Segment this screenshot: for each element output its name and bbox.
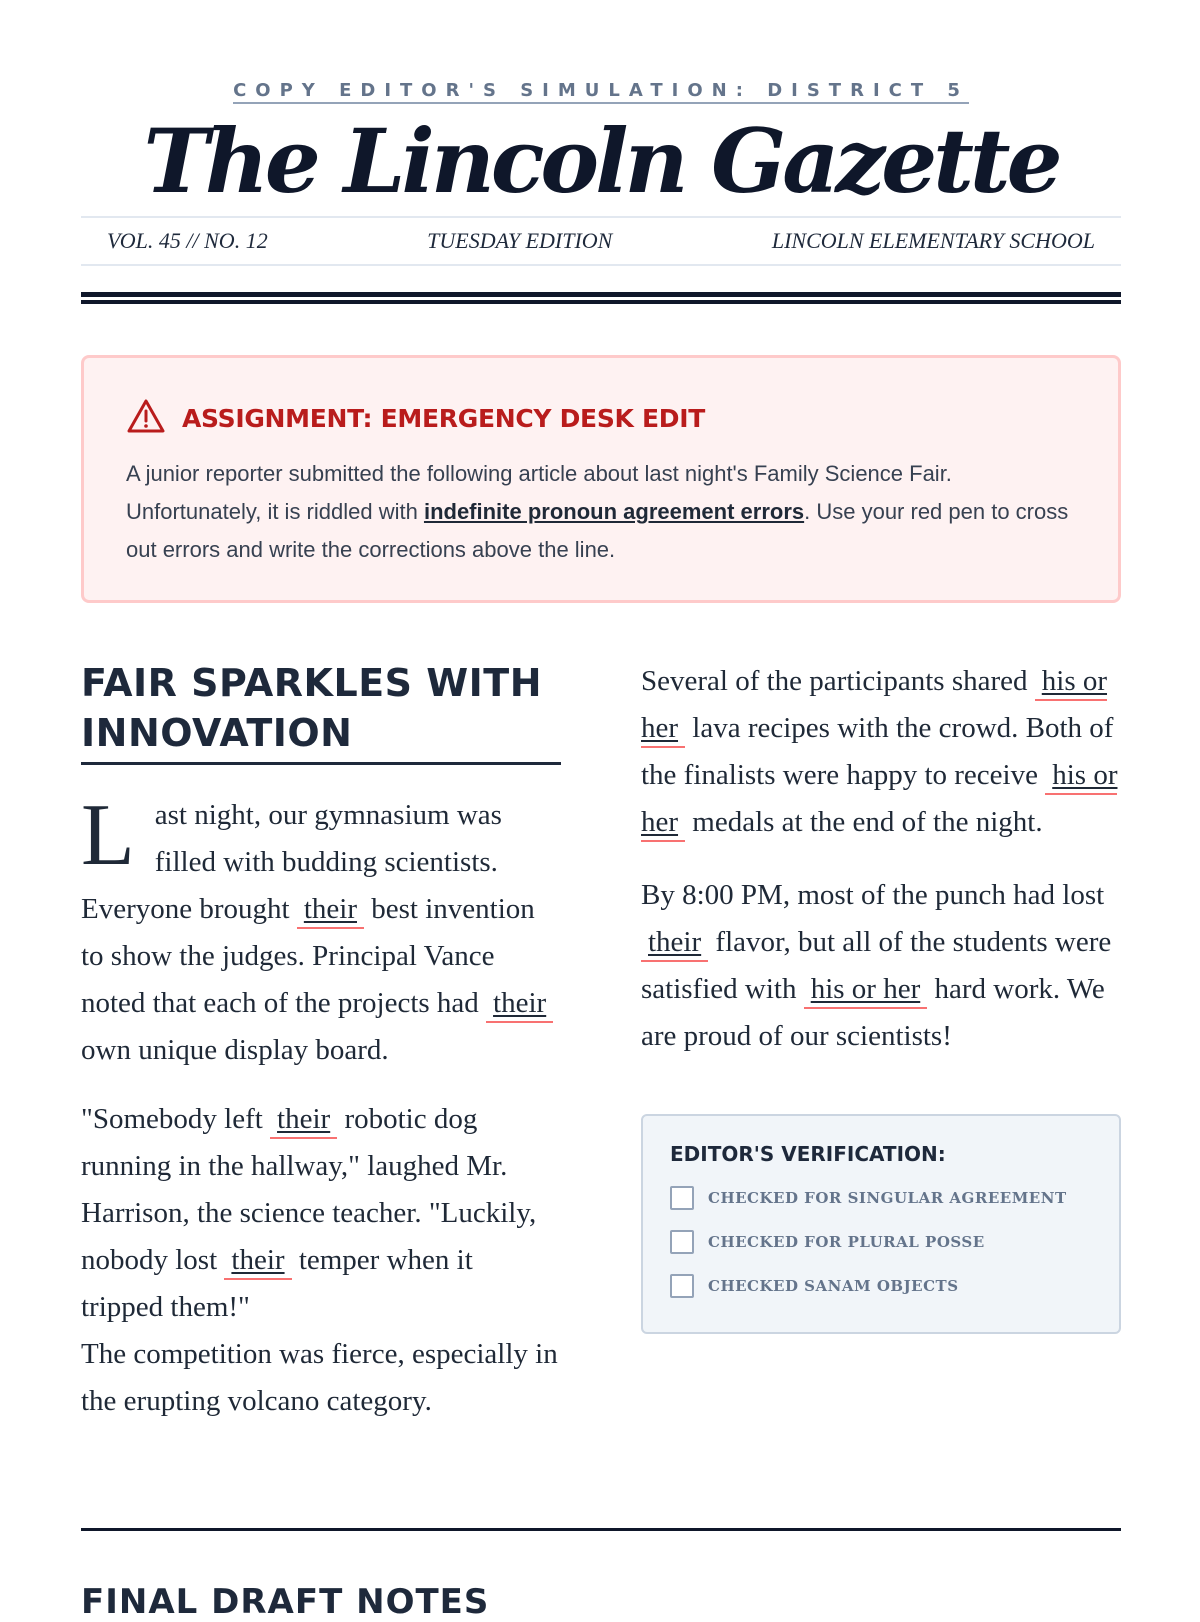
article-headline: FAIR SPARKLES WITH INNOVATION xyxy=(81,658,561,765)
pronoun-error[interactable]: their xyxy=(224,1244,291,1280)
article-paragraph: "Somebody left their robotic dog running in the hallway," laughed Mr. Harrison, the science teacher. "Luckily, nobody lost their temper when it tripped them!" The competition was fierce, especially in the erupting volcano category. xyxy=(81,1103,558,1418)
assignment-alert xyxy=(81,355,1121,603)
volume-number: VOL. 45 // NO. 12 xyxy=(107,228,268,254)
error-type-emphasis: indefinite pronoun agreement errors xyxy=(423,499,805,525)
masthead-double-rule xyxy=(81,292,1121,304)
checkbox-label: CHECKED FOR PLURAL POSSE xyxy=(708,1233,985,1252)
checkbox[interactable] xyxy=(670,1230,694,1254)
checkbox-label: CHECKED SANAM OBJECTS xyxy=(708,1277,959,1296)
verification-item[interactable] xyxy=(670,1274,1093,1298)
editor-verification-box xyxy=(641,1114,1121,1334)
assignment-title: ASSIGNMENT: EMERGENCY DESK EDIT xyxy=(182,404,706,434)
masthead-title: The Lincoln Gazette xyxy=(143,109,1059,213)
checkbox[interactable] xyxy=(670,1186,694,1210)
edition-day: TUESDAY EDITION xyxy=(427,228,613,254)
verification-item[interactable] xyxy=(670,1230,1093,1254)
assignment-header xyxy=(126,398,1078,439)
article-columns xyxy=(81,658,1121,1425)
pronoun-error[interactable]: his or her xyxy=(804,973,928,1009)
checkbox-label: CHECKED FOR SINGULAR AGREEMENT xyxy=(708,1189,1067,1208)
simulation-kicker: COPY EDITOR'S SIMULATION: DISTRICT 5 xyxy=(81,80,1121,101)
article-paragraph: Several of the participants shared his or her lava recipes with the crowd. Both of the finalists were happy to receive his or her medals at the end of the night. xyxy=(641,658,1121,846)
checkbox[interactable] xyxy=(670,1274,694,1298)
pronoun-error[interactable]: their xyxy=(297,893,364,929)
verification-title: EDITOR'S VERIFICATION: xyxy=(670,1142,946,1167)
assignment-instructions: A junior reporter submitted the following article about last night's Family Science Fair. Unfortunately, it is riddled with indefinite pronoun agreement errors. Use your red pen to cross out errors and write the corrections above the line. xyxy=(126,461,1069,563)
pronoun-error[interactable]: their xyxy=(641,926,708,962)
pronoun-error[interactable]: his or her xyxy=(641,759,1117,842)
issue-info-bar xyxy=(81,216,1121,266)
article-paragraph: By 8:00 PM, most of the punch had lost their flavor, but all of the students were satisfied with his or her hard work. We are proud of our scientists! xyxy=(641,879,1112,1053)
verification-item[interactable] xyxy=(670,1186,1093,1210)
article-paragraph: Last night, our gymnasium was filled with budding scientists. Everyone brought their best invention to show the judges. Principal Vance noted that each of the projects had their own unique display board. xyxy=(81,792,561,1074)
drop-cap: L xyxy=(81,787,135,885)
section-divider xyxy=(81,1528,1121,1531)
pronoun-error[interactable]: his or her xyxy=(641,665,1107,748)
school-name: LINCOLN ELEMENTARY SCHOOL xyxy=(771,228,1095,254)
final-notes-heading: FINAL DRAFT NOTES xyxy=(81,1582,490,1622)
article-left-column xyxy=(81,658,561,1425)
newspaper-page xyxy=(81,0,1121,1622)
warning-triangle-icon xyxy=(126,398,166,439)
pronoun-error[interactable]: their xyxy=(486,987,553,1023)
article-right-column xyxy=(641,658,1121,1425)
pronoun-error[interactable]: their xyxy=(270,1103,337,1139)
